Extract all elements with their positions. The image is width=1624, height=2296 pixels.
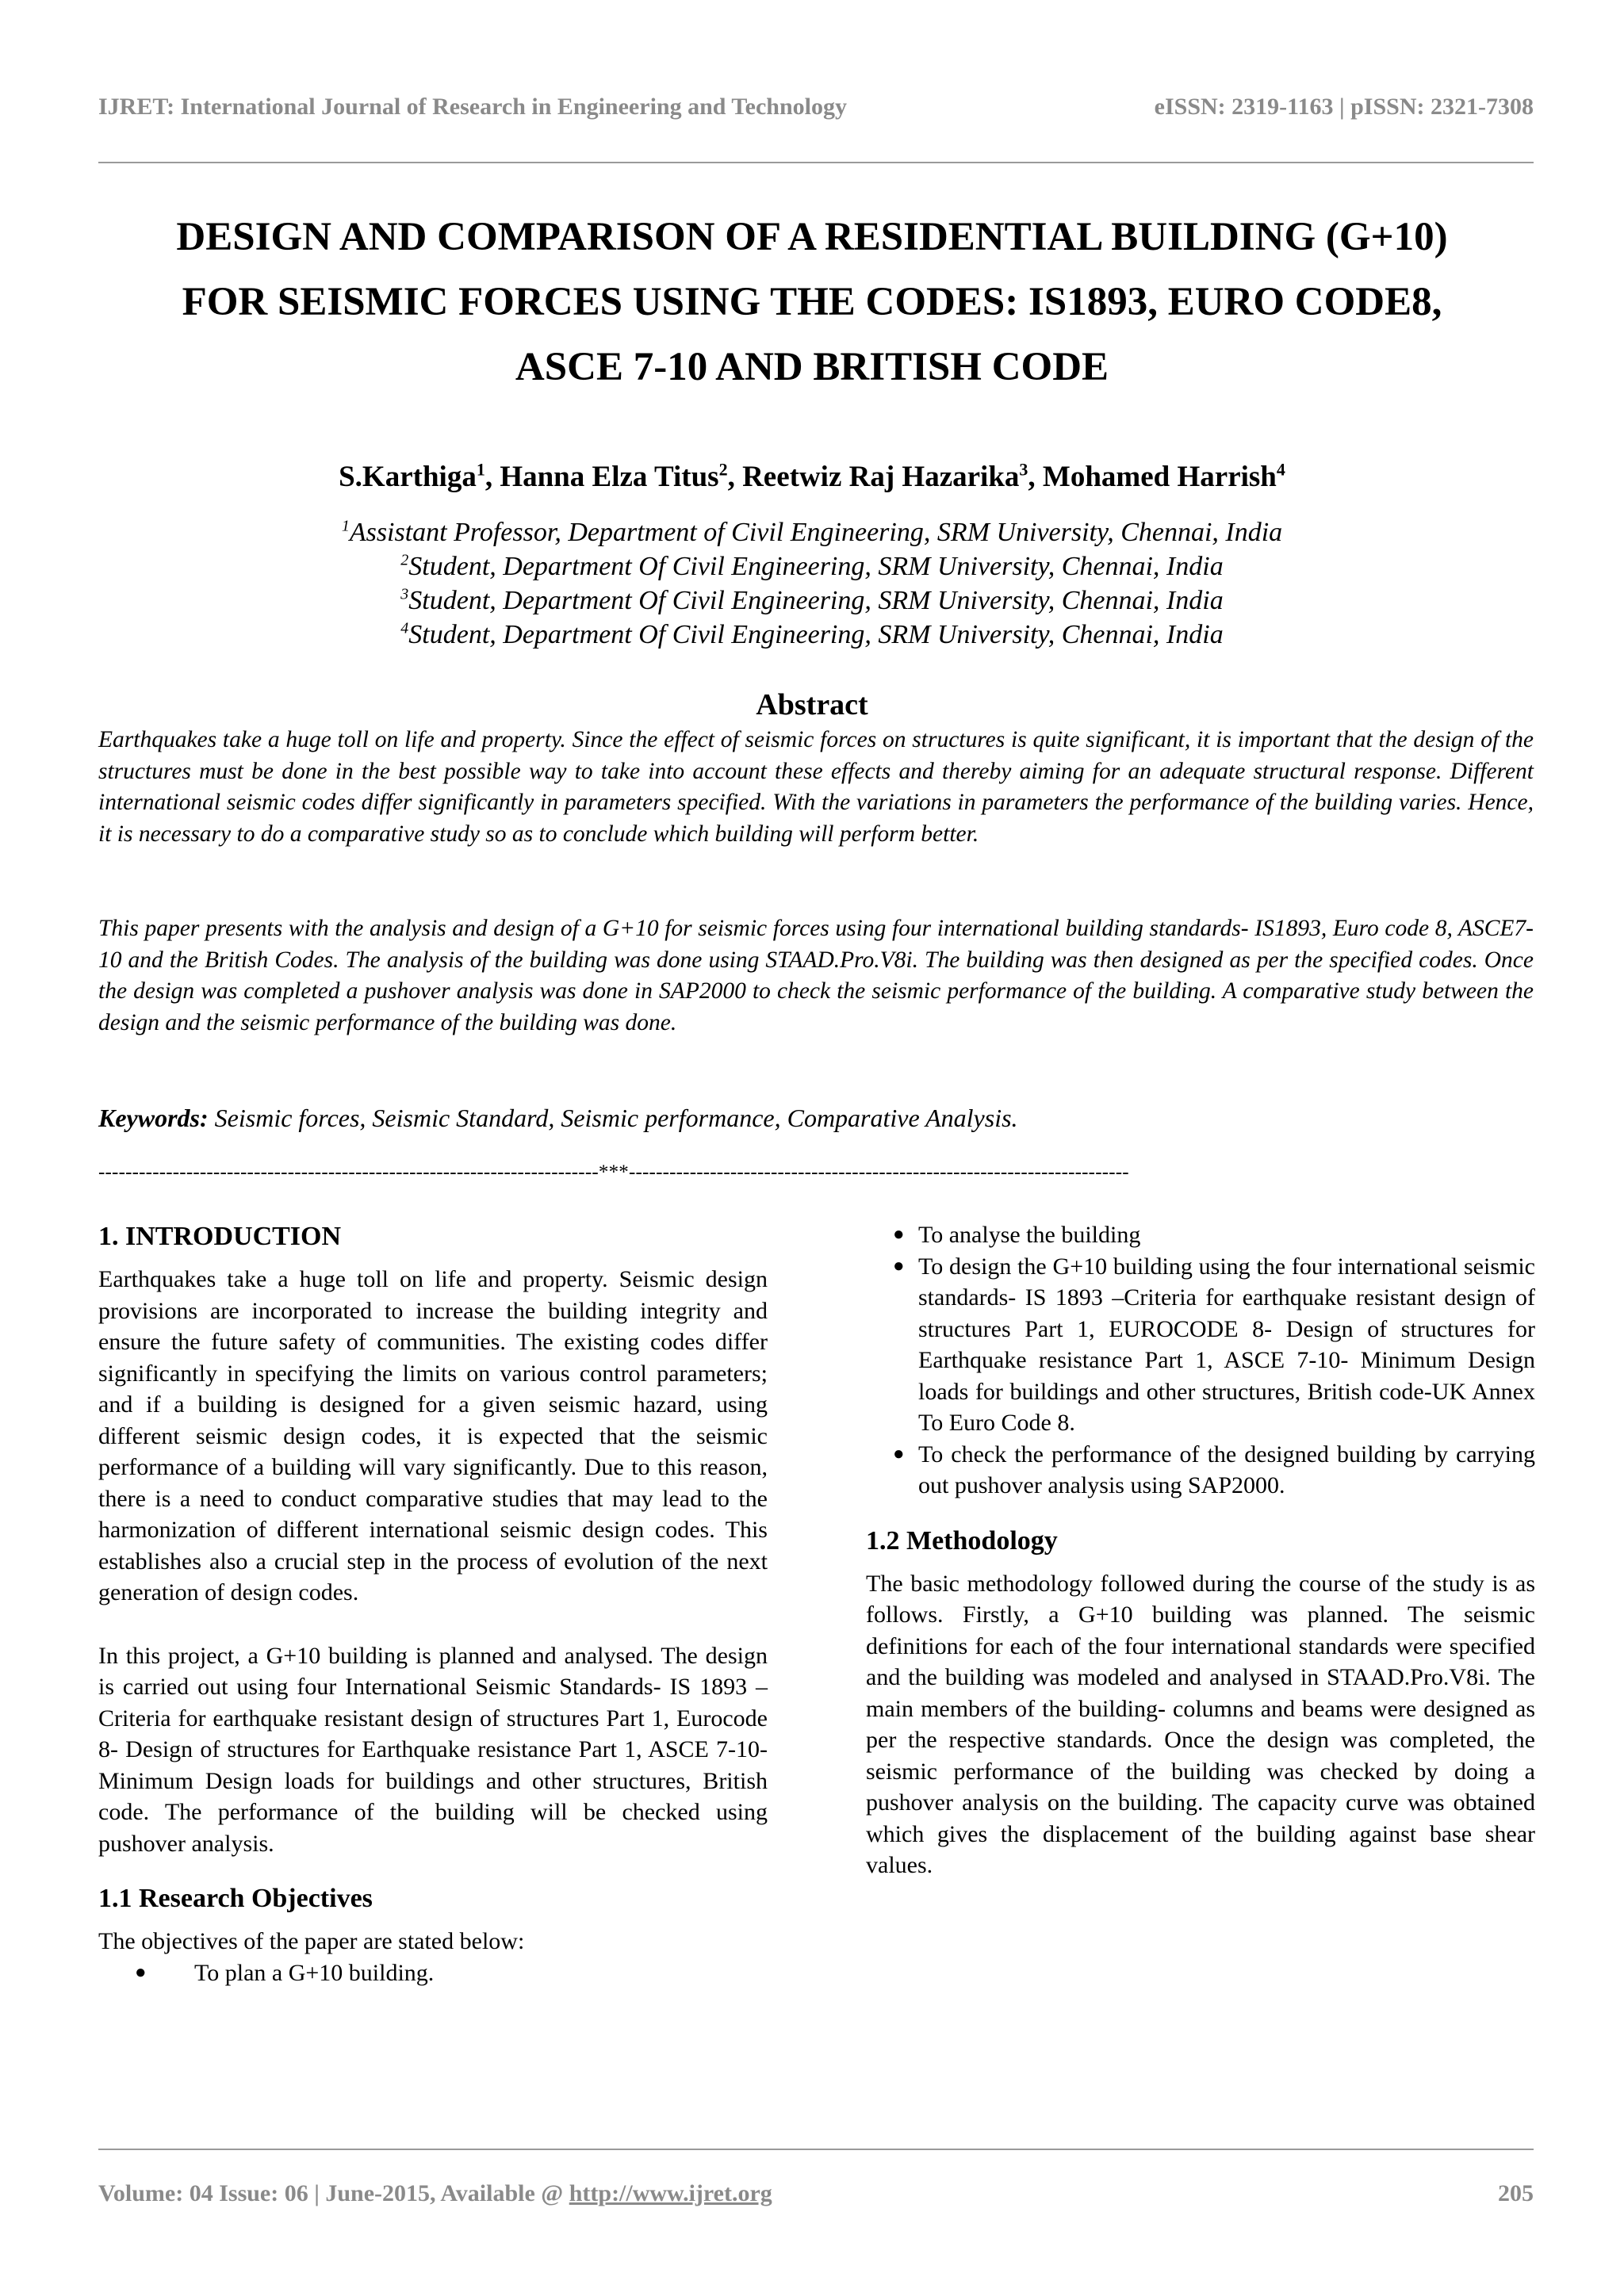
journal-link[interactable]: http://www.ijret.org: [569, 2180, 772, 2206]
author-sup: 1: [476, 459, 485, 480]
keywords-text: Seismic forces, Seismic Standard, Seismic performance, Comparative Analysis.: [208, 1104, 1018, 1132]
author-sep: ,: [1028, 461, 1043, 493]
author-list: [79, 460, 1545, 494]
author-name: Mohamed Harrish: [1042, 461, 1277, 493]
journal-name: IJRET: International Journal of Research in Engineering and Technology: [98, 94, 848, 120]
page-number: 205: [1498, 2180, 1534, 2206]
left-column: [98, 1219, 768, 1988]
header-divider: [98, 162, 1534, 163]
issn-text: eISSN: 2319-1163 | pISSN: 2321-7308: [1154, 94, 1534, 120]
list-item: ● To analyse the building: [866, 1219, 1535, 1251]
section-heading: 1. INTRODUCTION: [98, 1222, 342, 1251]
bullet-icon: ●: [893, 1443, 905, 1464]
list-item: ● To check the performance of the designed building by carrying out pushover analysis using SAP2000.: [866, 1439, 1535, 1502]
abstract-paragraph: This paper presents with the analysis and design of a G+10 for seismic forces using four international building standards- IS1893, Euro code 8, ASCE7-10 and the British Codes. The analysis of the building was done using STAAD.Pro.V8i. The building was then designed as per the specified codes. Once the design was completed a pushover analysis was done in SAP2000 to check the seismic performance of the building. A comparative study between the design and the seismic performance of the building was done.: [98, 916, 1534, 1035]
author-sup: 3: [1019, 459, 1028, 480]
bullet-icon: ●: [893, 1255, 905, 1276]
affiliation: $^4$Student, Department Of Civil Engineering, SRM University, Chennai, India: [400, 619, 1224, 649]
title-line-1: DESIGN AND COMPARISON OF A RESIDENTIAL BUILDING (G+10): [176, 215, 1448, 259]
running-footer: [98, 2180, 1534, 2207]
right-column: [866, 1219, 1535, 1881]
title-line-3: ASCE 7-10 AND BRITISH CODE: [515, 345, 1109, 389]
body-paragraph: Earthquakes take a huge toll on life and property. Seismic design provisions are incorporated to increase the building integrity and ensure the future safety of communities. The existing codes differ significantly in specifying the limits on various control parameters; and if a building is designed for a given seismic hazard, using different seismic design codes, it is expected that the seismic performance of a building will vary significantly. Due to this reason, there is a need to conduct comparative studies that may lead to the harmonization of different international seismic design codes. This establishes also a crucial step in the process of evolution of the next generation of design codes.: [98, 1266, 768, 1605]
running-header: [98, 94, 1534, 128]
footer-divider: [98, 2149, 1534, 2150]
author-sep: ,: [485, 461, 500, 493]
list-item: ● To plan a G+10 building.: [98, 1957, 768, 1989]
section-divider: --------------------------------------------------------------------------***--------------------------------------------------------------------------: [98, 1161, 1129, 1183]
abstract-heading: Abstract: [756, 688, 868, 721]
subsection-heading: 1.1 Research Objectives: [98, 1884, 373, 1913]
author-name: S.Karthiga: [339, 461, 477, 493]
affiliation: $^2$Student, Department Of Civil Engineering, SRM University, Chennai, India: [400, 551, 1224, 581]
bullet-icon: ●: [135, 1961, 147, 1983]
abstract-paragraph: Earthquakes take a huge toll on life and property. Since the effect of seismic forces on structures is quite significant, it is important that the design of the structures must be done in the best possible way to take into account these effects and thereby aiming for an adequate structural response. Different international seismic codes differ significantly in parameters specified. With the variations in parameters the performance of the building varies. Hence, it is necessary to do a comparative study so as to conclude which building will perform better.: [98, 727, 1534, 847]
subsection-heading: 1.2 Methodology: [866, 1525, 1058, 1556]
affiliations: [79, 515, 1545, 652]
volume-info: Volume: 04 Issue: 06 | June-2015, Available @: [98, 2180, 569, 2206]
keywords: [98, 1104, 1534, 1133]
paper-title: [79, 205, 1545, 400]
author-sup: 2: [718, 459, 728, 480]
title-line-2: FOR SEISMIC FORCES USING THE CODES: IS1893, EURO CODE8,: [182, 280, 1442, 324]
affiliation: $^3$Student, Department Of Civil Engineering, SRM University, Chennai, India: [400, 585, 1224, 615]
author-sup: 4: [1276, 459, 1285, 480]
affiliation: $^1$Assistant Professor, Department of Civil Engineering, SRM University, Chennai, India: [341, 517, 1283, 547]
author-sep: ,: [727, 461, 743, 493]
bullet-icon: ●: [893, 1224, 905, 1245]
author-name: Hanna Elza Titus: [500, 461, 719, 493]
author-name: Reetwiz Raj Hazarika: [742, 461, 1020, 493]
keywords-label: Keywords:: [98, 1104, 209, 1132]
list-item: ● To design the G+10 building using the four international seismic standards- IS 1893 –Criteria for earthquake resistant design of structures Part 1, EUROCODE 8- Design of structures for Earthquake resistance Part 1, ASCE 7-10- Minimum Design loads for buildings and other structures, British code-UK Annex To Euro Code 8.: [866, 1251, 1535, 1439]
body-paragraph: The objectives of the paper are stated below:: [98, 1928, 525, 1954]
body-paragraph: In this project, a G+10 building is planned and analysed. The design is carried out using four International Seismic Standards- IS 1893 –Criteria for earthquake resistant design of structures Part 1, Eurocode 8- Design of structures for Earthquake resistance Part 1, ASCE 7-10- Minimum Design loads for buildings and other structures, British code. The performance of the building will be checked using pushover analysis.: [98, 1642, 768, 1857]
body-paragraph: The basic methodology followed during the course of the study is as follows. Firstly, a G+10 building was planned. The seismic definitions for each of the four international standards were specified and the building was modeled and analysed in STAAD.Pro.V8i. The main members of the building- columns and beams were designed as per the respective standards. Once the design was completed, the seismic performance of the building was checked by doing a pushover analysis on the building. The capacity curve was obtained which gives the displacement of the building against base shear values.: [866, 1570, 1535, 1878]
